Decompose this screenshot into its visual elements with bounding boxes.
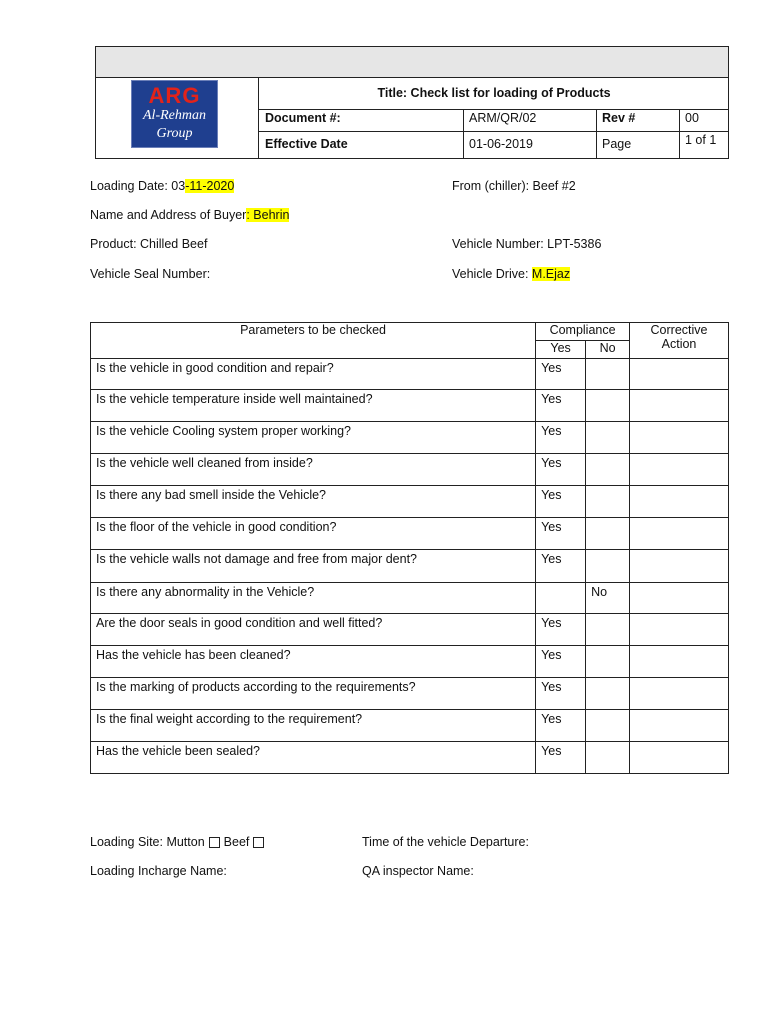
no-cell [586, 422, 630, 454]
table-row [91, 583, 729, 614]
corrective-action-cell [630, 454, 729, 486]
header-divider [679, 109, 680, 159]
vehicle-departure-time: Time of the vehicle Departure: [362, 835, 529, 849]
corrective-action-cell [630, 583, 729, 614]
beef-checkbox[interactable] [253, 837, 264, 848]
table-row [91, 486, 729, 518]
table-row [91, 518, 729, 550]
no-cell [586, 742, 630, 774]
table-row [91, 710, 729, 742]
corrective-action-cell [630, 390, 729, 422]
from-chiller: From (chiller): Beef #2 [452, 179, 576, 193]
page-label: Page [602, 137, 632, 151]
parameter-cell: Is there any abnormality in the Vehicle? [91, 583, 536, 614]
yes-cell: Yes [536, 486, 586, 518]
yes-cell: Yes [536, 454, 586, 486]
no-cell [586, 518, 630, 550]
yes-cell [536, 583, 586, 614]
corrective-action-cell [630, 710, 729, 742]
parameter-cell: Is the vehicle Cooling system proper working? [91, 422, 536, 454]
qa-inspector-name: QA inspector Name: [362, 864, 474, 878]
page-value: 1 of 1 [685, 133, 717, 147]
vehicle-seal-number: Vehicle Seal Number: [90, 267, 211, 281]
table-row [91, 742, 729, 774]
parameter-cell: Are the door seals in good condition and well fitted? [91, 614, 536, 646]
no-cell [586, 710, 630, 742]
corrective-action-cell [630, 518, 729, 550]
document-number-label: Document #: [265, 111, 341, 125]
buyer-label: Name and Address of Buyer [90, 208, 247, 222]
yes-cell: Yes [536, 390, 586, 422]
parameter-cell: Is the marking of products according to the requirements? [91, 678, 536, 710]
driver-label: Vehicle Drive: [452, 267, 532, 281]
corrective-action-cell [630, 422, 729, 454]
buyer-value: : Behrin [246, 208, 290, 222]
parameter-cell: Is there any bad smell inside the Vehicle? [91, 486, 536, 518]
parameter-cell: Is the vehicle walls not damage and free from major dent? [91, 550, 536, 583]
parameter-cell: Has the vehicle been sealed? [91, 742, 536, 774]
vehicle-number: Vehicle Number: LPT-5386 [452, 237, 602, 251]
table-row [91, 614, 729, 646]
no-cell [586, 390, 630, 422]
mutton-checkbox[interactable] [209, 837, 220, 848]
corrective-action-cell [630, 614, 729, 646]
table-row [91, 646, 729, 678]
parameter-cell: Is the final weight according to the requirement? [91, 710, 536, 742]
header-divider [596, 109, 597, 159]
corrective-action-cell [630, 550, 729, 583]
yes-cell: Yes [536, 742, 586, 774]
loading-site-label: Loading Site: Mutton [90, 835, 205, 849]
header-divider [259, 131, 729, 132]
parameter-cell: Is the vehicle in good condition and repair? [91, 359, 536, 390]
yes-cell: Yes [536, 422, 586, 454]
yes-cell: Yes [536, 678, 586, 710]
table-row [91, 359, 729, 390]
no-cell [586, 550, 630, 583]
header-divider [259, 109, 729, 110]
vehicle-driver [452, 267, 570, 281]
loading-site [90, 835, 268, 849]
no-cell [586, 614, 630, 646]
driver-value: M.Ejaz [531, 267, 571, 281]
no-cell: No [586, 583, 630, 614]
yes-cell: Yes [536, 614, 586, 646]
yes-cell: Yes [536, 359, 586, 390]
effective-date-value: 01-06-2019 [469, 137, 533, 151]
loading-date-value: -11-2020 [185, 179, 235, 193]
col-no: No [586, 341, 630, 359]
beef-label: Beef [223, 835, 250, 849]
col-corrective-action [630, 323, 729, 359]
yes-cell: Yes [536, 710, 586, 742]
buyer [90, 208, 289, 222]
loading-date-label: Loading Date: 03 [90, 179, 186, 193]
corrective-action-cell [630, 742, 729, 774]
corrective-action-cell [630, 359, 729, 390]
table-row [91, 390, 729, 422]
table-header-row [91, 323, 729, 341]
no-cell [586, 486, 630, 518]
col-compliance: Compliance [536, 323, 630, 341]
no-cell [586, 359, 630, 390]
table-row [91, 550, 729, 583]
rev-label: Rev # [602, 111, 636, 125]
logo-brand: ARG [148, 83, 201, 108]
col-corrective-line2: Action [661, 337, 697, 351]
loading-incharge-name: Loading Incharge Name: [90, 864, 227, 878]
corrective-action-cell [630, 678, 729, 710]
header-top-band [95, 46, 729, 78]
parameter-cell: Has the vehicle has been cleaned? [91, 646, 536, 678]
effective-date-label: Effective Date [265, 137, 348, 151]
corrective-action-cell [630, 486, 729, 518]
table-row [91, 678, 729, 710]
product: Product: Chilled Beef [90, 237, 208, 251]
logo-line1: Al-Rehman [143, 108, 206, 123]
table-row [91, 454, 729, 486]
company-logo [131, 80, 218, 148]
col-corrective-line1: Corrective [650, 323, 708, 337]
checklist-table [90, 322, 729, 774]
parameter-cell: Is the floor of the vehicle in good condition? [91, 518, 536, 550]
yes-cell: Yes [536, 550, 586, 583]
no-cell [586, 646, 630, 678]
no-cell [586, 454, 630, 486]
no-cell [586, 678, 630, 710]
yes-cell: Yes [536, 518, 586, 550]
logo-line2: Group [156, 126, 193, 141]
corrective-action-cell [630, 646, 729, 678]
rev-value: 00 [685, 111, 699, 125]
loading-date [90, 179, 234, 193]
document-number-value: ARM/QR/02 [469, 111, 537, 125]
parameter-cell: Is the vehicle temperature inside well maintained? [91, 390, 536, 422]
yes-cell: Yes [536, 646, 586, 678]
header-divider [463, 109, 464, 159]
table-row [91, 422, 729, 454]
col-yes: Yes [536, 341, 586, 359]
col-parameters: Parameters to be checked [91, 323, 536, 359]
document-title: Title: Check list for loading of Products [377, 86, 611, 100]
parameter-cell: Is the vehicle well cleaned from inside? [91, 454, 536, 486]
